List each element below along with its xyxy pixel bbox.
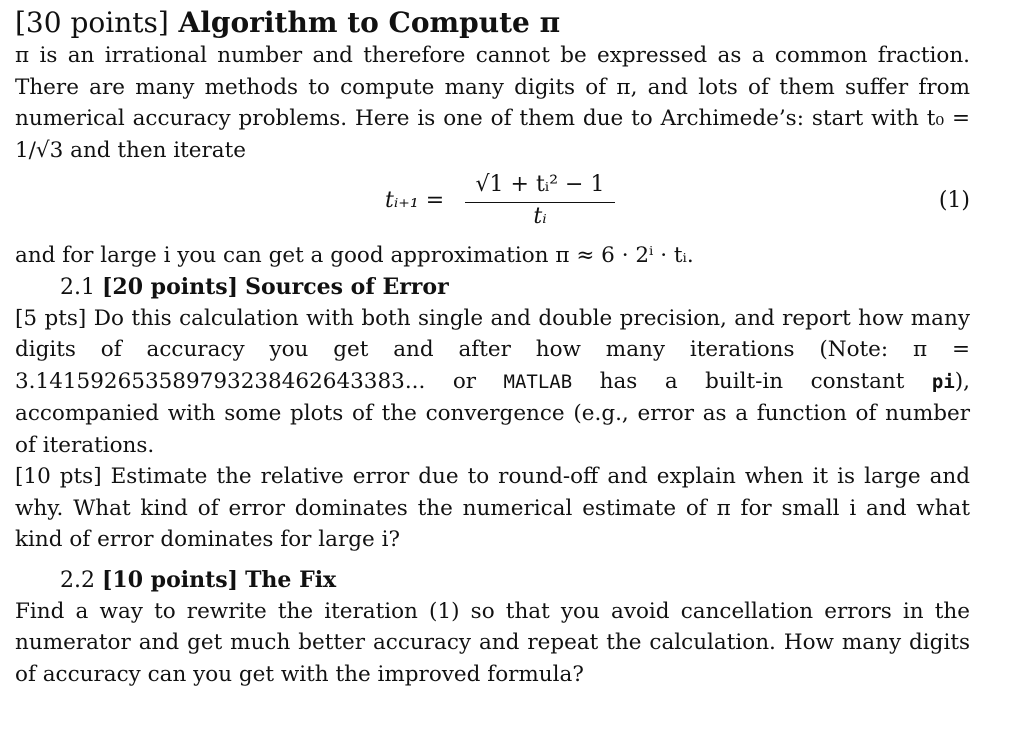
para1-before: [5 pts] Do this calculation with both single and double precision, and report how many digits of accuracy you get and after how many iterations (Note: π = 3.141592653589793238462643383... or [15, 305, 970, 394]
spacer [15, 556, 970, 565]
section-2-1-title: Sources of Error [245, 273, 449, 300]
section-2-2-number: 2.2 [60, 567, 95, 593]
equation-numerator: √1 + tᵢ² − 1 [475, 172, 605, 197]
title-text: Algorithm to Compute π [178, 6, 561, 39]
para1-after: ), accompanied with some plots of the convergence (e.g., error as a function of number of iterations. [15, 368, 970, 458]
section-2-1-paragraph-2: [10 pts] Estimate the relative error due to round-off and explain when it is large and why. What kind of error dominates the numerical estimate of π for small i and what kind of error dominates for large i? [15, 464, 970, 552]
section-2-2-paragraph: Find a way to rewrite the iteration (1) so that you avoid cancellation errors in the numerator and get much better accuracy and repeat the calculation. How many digits of accuracy can you get with the improved formula? [15, 598, 970, 687]
equation-label: (1) [938, 188, 970, 213]
title-points: [30 points] [15, 6, 169, 39]
problem-page [15, 6, 970, 690]
problem-title [15, 6, 970, 40]
section-2-2-title: The Fix [245, 566, 337, 593]
section-2-1-paragraph-1 [15, 303, 970, 462]
equation-denominator: tᵢ [533, 204, 547, 229]
iteration-equation [15, 170, 970, 240]
section-2-1-number: 2.1 [60, 274, 95, 300]
matlab-code: MATLAB [503, 370, 573, 393]
equation-lhs: tᵢ₊₁ = [385, 188, 445, 213]
pi-code: pi [931, 370, 955, 393]
equation-fraction [465, 170, 615, 231]
section-2-2-heading [15, 565, 970, 596]
para1-mid: has a built-in constant [572, 368, 932, 394]
section-2-2-points: [10 points] [102, 566, 239, 593]
section-2-1-points: [20 points] [102, 273, 239, 300]
intro-paragraph: π is an irrational number and therefore cannot be expressed as a common fraction. There are many methods to compute many digits of π, and lots of them suffer from numerical accuracy problems. Here is one of them due to Archimede’s: start with t₀ = 1/√3 and then iterate [15, 43, 970, 163]
section-2-1-heading [15, 272, 970, 303]
approximation-paragraph: and for large i you can get a good approximation π ≈ 6 · 2ⁱ · tᵢ. [15, 243, 694, 268]
